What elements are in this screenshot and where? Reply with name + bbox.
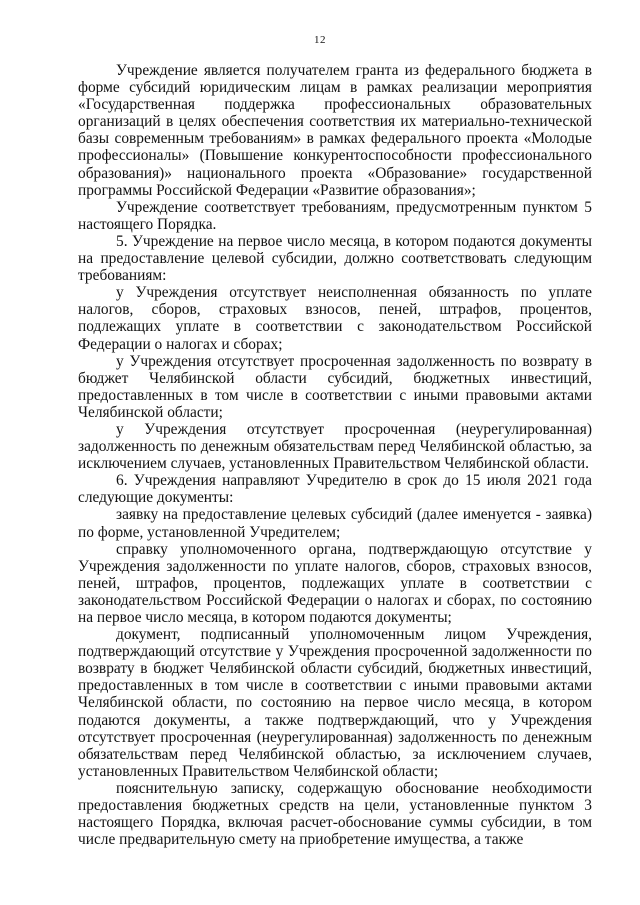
paragraph-no-tax-obligation: у Учреждения отсутствует неисполненная обязанность по уплате налогов, сборов, страховых взносов, пеней, штрафов, процентов, подлежащих уплате в соответствии с законодательством Российской Федерации о налогах и сборах; [78,284,592,353]
paragraph-no-monetary-obligation-debt: у Учреждения отсутствует просроченная (неурегулированная) задолженность по денежным обязательствам перед Челябинской областью, за исключением случаев, установленных Правительством Челябинской области. [78,420,592,473]
paragraph-no-overdue-budget-debt: у Учреждения отсутствует просроченная задолженность по возврату в бюджет Челябинской области субсидий, бюджетных инвестиций, предоставленных в том числе в соответствии с иными правовыми актами Челябинской области; [78,352,592,421]
page-number: 12 [314,34,326,46]
paragraph-explanatory-note: пояснительную записку, содержащую обоснование необходимости предоставления бюджетных средств на цели, установленные пунктом 3 настоящего Порядка, включая расчет-обоснование суммы субсидии, в том числе предварительную смету на приобретение имущества, а также [78,779,592,849]
paragraph-requirements-compliance: Учреждение соответствует требованиям, предусмотренным пунктом 5 настоящего Порядка. [78,198,592,233]
document-body [78,62,592,848]
paragraph-clause-6: 6. Учреждения направляют Учредителю в срок до 15 июля 2021 года следующие документы: [78,472,592,507]
paragraph-clause-5: 5. Учреждение на первое число месяца, в котором подаются документы на предоставление целевой субсидии, должно соответствовать следующим требованиям: [78,232,592,285]
paragraph-application: заявку на предоставление целевых субсидий (далее именуется - заявка) по форме, установленной Учредителем; [78,506,592,541]
paragraph-signed-document: документ, подписанный уполномоченным лицом Учреждения, подтверждающий отсутствие у Учреждения просроченной задолженности по возврату в бюджет Челябинской области субсидий, бюджетных инвестиций, предоставленных в том числе в соответствии с иными правовыми актами Челябинской области, по состоянию на первое число месяца, в котором подаются документы, а также подтверждающий, что у Учреждения отсутствует просроченная (неурегулированная) задолженность по денежным обязательствам перед Челябинской областью, за исключением случаев, установленных Правительством Челябинской области; [78,626,592,780]
paragraph-grant-recipient: Учреждение является получателем гранта из федерального бюджета в форме субсидий юридическим лицам в рамках реализации мероприятия «Государственная поддержка профессиональных образовательных организаций в целях обеспечения соответствия их материально-технической базы современным требованиям» в рамках федерального проекта «Молодые профессионалы» (Повышение конкурентоспособности профессионального образования)» национального проекта «Образование» государственной программы Российской Федерации «Развитие образования»; [78,62,592,199]
paragraph-authority-certificate: справку уполномоченного органа, подтверждающую отсутствие у Учреждения задолженности по уплате налогов, сборов, страховых взносов, пеней, штрафов, процентов, подлежащих уплате в соответствии с законодательством Российской Федерации о налогах и сборах, по состоянию на первое число месяца, в котором подаются документы; [78,540,592,626]
